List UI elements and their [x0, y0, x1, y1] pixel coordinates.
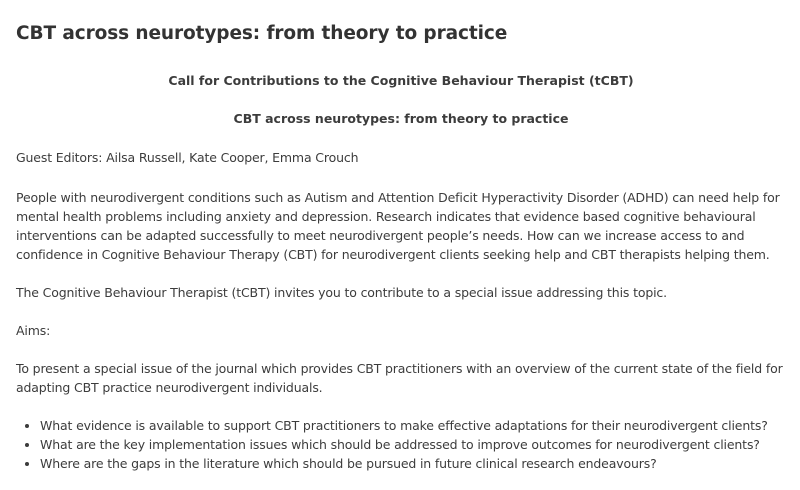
intro-paragraph: People with neurodivergent conditions such as Autism and Attention Deficit Hyperactivity Disorder (ADHD) can need help for mental health problems including anxiety and depression. Research indicates that evidence based cognitive behavioural interventions can be adapted successfully to meet neurodivergent people’s needs. How can we increase access to and confidence in Cognitive Behaviour Therapy (CBT) for neurodivergent clients seeking help and CBT therapists helping them.: [16, 190, 780, 262]
list-item: • What evidence is available to support CBT practitioners to make effective adaptations for their neurodivergent clients?: [40, 416, 786, 435]
guest-editors: Guest Editors: Ailsa Russell, Kate Cooper, Emma Crouch: [16, 150, 359, 165]
list-item: • Where are the gaps in the literature which should be pursued in future clinical research endeavours?: [40, 454, 786, 473]
invite-paragraph: The Cognitive Behaviour Therapist (tCBT) invites you to contribute to a special issue addressing this topic.: [16, 285, 667, 300]
page-title: CBT across neurotypes: from theory to practice: [16, 23, 508, 44]
aims-list: [16, 416, 786, 473]
issue-heading: CBT across neurotypes: from theory to practice: [233, 111, 569, 126]
call-heading: Call for Contributions to the Cognitive Behaviour Therapist (tCBT): [168, 73, 634, 88]
aims-paragraph: To present a special issue of the journal which provides CBT practitioners with an overview of the current state of the field for adapting CBT practice neurodivergent individuals.: [16, 361, 783, 395]
list-item: • What are the key implementation issues which should be addressed to improve outcomes for neurodivergent clients?: [40, 435, 786, 454]
aims-label: Aims:: [16, 323, 51, 338]
